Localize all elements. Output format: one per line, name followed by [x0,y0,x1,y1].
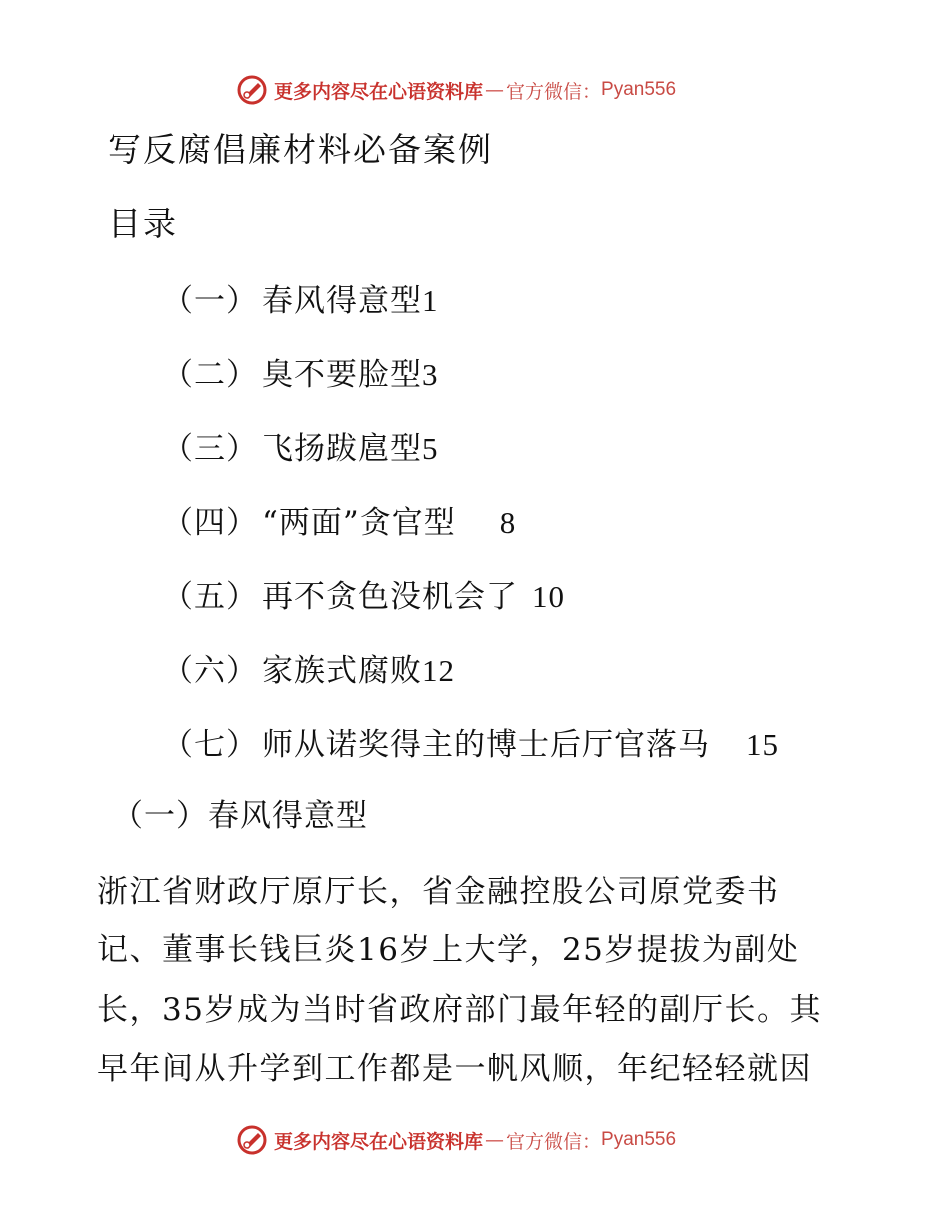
body-line: 早年间从升学到工作都是一帆风顺，年纪轻轻就因 [97,1051,812,1087]
wechat-label: 官方微信： [506,1130,602,1153]
footer-banner [236,1123,676,1157]
toc-item-page: 5 [422,431,439,466]
toc-item-number: （七） [162,727,258,763]
toc-item-label: 家族式腐败 [262,653,422,689]
toc-item-5[interactable] [162,571,565,616]
body-line: 长，35岁成为当时省政府部门最年轻的副厅长。其 [97,992,822,1028]
toc-item-label: “两面”贪官型 [262,505,456,541]
banner-separator: — [485,1129,505,1151]
toc-item-page: 15 [746,727,779,762]
toc-item-page: 8 [499,505,517,540]
toc-item-label: 再不贪色没机会了 [262,579,518,615]
section-heading: （一）春风得意型 [112,798,368,834]
body-line: 浙江省财政厅原厅长，省金融控股公司原党委书 [97,874,780,910]
toc-item-label: 臭不要脸型 [262,357,422,393]
document-title: 写反腐倡廉材料必备案例 [108,130,493,169]
banner-separator: — [485,79,505,101]
toc-heading: 目录 [108,204,178,243]
toc-item-label: 春风得意型 [262,283,422,319]
toc-item-label: 飞扬跋扈型 [262,431,422,467]
toc-item-1[interactable] [162,275,439,320]
brand-name: 更多内容尽在心语资料库 [274,1130,484,1153]
toc-item-number: （一） [162,283,258,319]
brand-logo-icon [236,74,268,106]
brand-name: 更多内容尽在心语资料库 [274,80,484,103]
toc-item-3[interactable] [162,423,439,468]
wechat-id: Pyan556 [601,1129,677,1150]
brand-logo-icon [236,1124,268,1156]
toc-item-page: 1 [422,283,439,318]
toc-item-number: （四） [162,505,258,541]
toc-item-page: 3 [422,357,439,392]
toc-item-page: 12 [422,653,455,688]
toc-item-number: （六） [162,653,258,689]
toc-item-number: （五） [162,579,258,615]
toc-item-2[interactable] [162,349,439,394]
wechat-label: 官方微信： [506,80,602,103]
toc-item-label: 师从诺奖得主的博士后厅官落马 [262,727,710,763]
toc-item-number: （二） [162,357,258,393]
toc-item-page: 10 [532,579,565,614]
header-banner [236,73,676,107]
toc-item-4[interactable] [162,497,516,542]
toc-item-6[interactable] [162,645,455,690]
wechat-id: Pyan556 [601,79,677,100]
toc-item-7[interactable] [162,719,779,764]
toc-item-number: （三） [162,431,258,467]
body-line: 记、董事长钱巨炎16岁上大学，25岁提拔为副处 [97,932,800,968]
